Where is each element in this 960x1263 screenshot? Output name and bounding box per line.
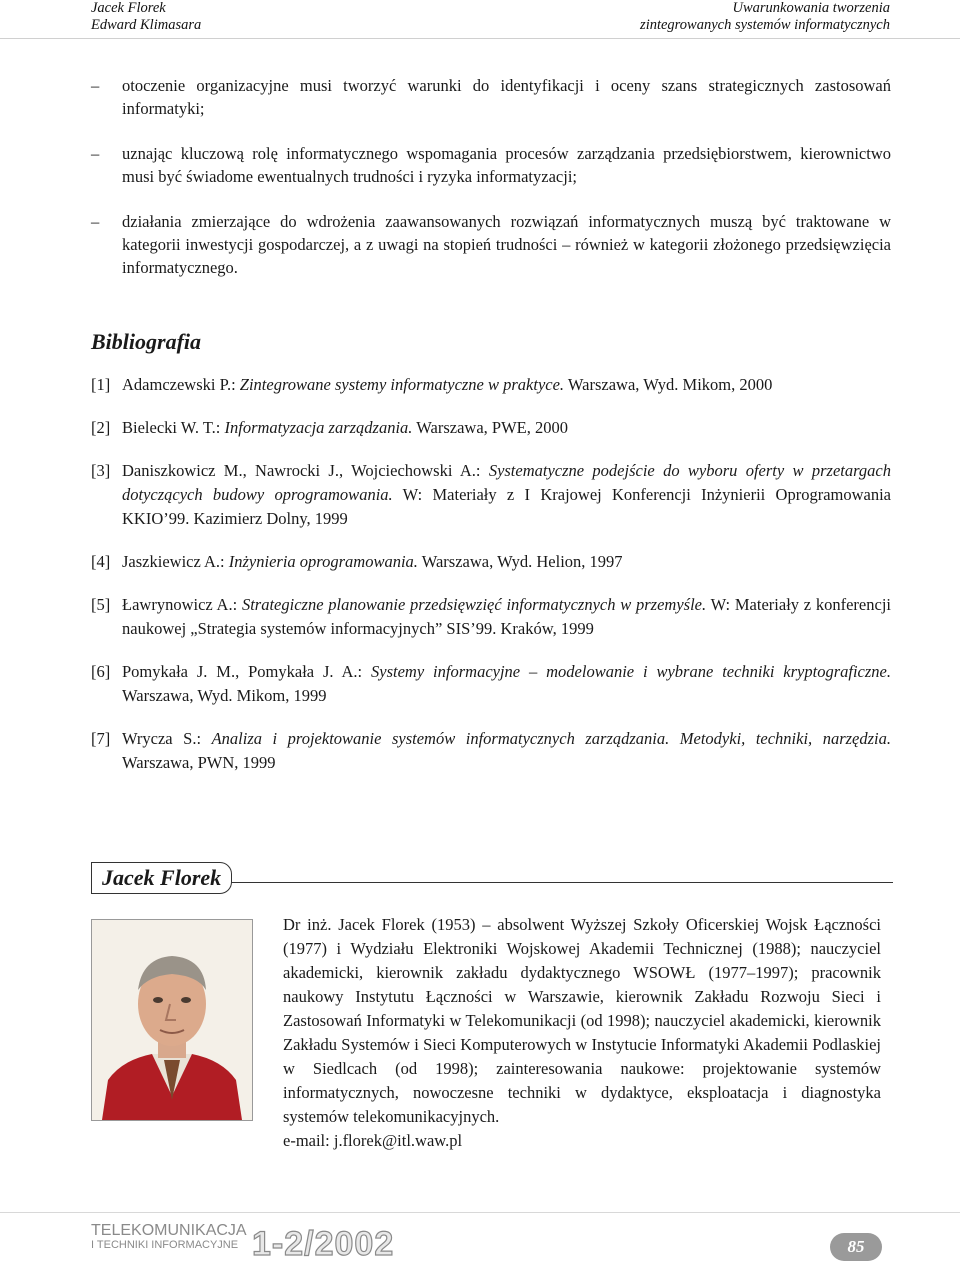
list-item bbox=[91, 142, 891, 188]
entry-publisher: Warszawa, Wyd. Mikom, 2000 bbox=[564, 375, 773, 394]
bibliography-entry bbox=[91, 416, 891, 440]
dash-bullet: – bbox=[91, 76, 100, 95]
entry-number: [5] bbox=[91, 595, 111, 614]
bibliography-entry bbox=[91, 373, 891, 397]
entry-authors: Pomykała J. M., Pomykała J. A.: bbox=[122, 662, 372, 681]
bibliography-entry bbox=[91, 727, 891, 775]
entry-number: [1] bbox=[91, 375, 111, 394]
bibliography-entry bbox=[91, 550, 891, 574]
header-author-2: Edward Klimasara bbox=[91, 17, 202, 33]
entry-publisher: W: Materiały z I Krajowej Konferencji Inżynierii Oprogramowania KKIO’99. Kazimierz Dolny, 1999 bbox=[122, 485, 891, 528]
bibliography-heading: Bibliografia bbox=[91, 329, 202, 354]
dash-list bbox=[91, 74, 891, 301]
entry-number: [6] bbox=[91, 662, 111, 681]
header-author-1: Jacek Florek bbox=[91, 0, 166, 16]
author-section-header bbox=[91, 862, 893, 892]
header-divider bbox=[0, 38, 960, 39]
journal-name-line-1: TELEKOMUNIKACJA bbox=[91, 1222, 247, 1239]
list-item bbox=[91, 210, 891, 279]
bibliography-entry bbox=[91, 660, 891, 708]
running-header-title bbox=[640, 0, 890, 34]
journal-name-line-2: I TECHNIKI INFORMACYJNE bbox=[91, 1239, 239, 1251]
journal-name bbox=[91, 1222, 247, 1252]
entry-title: Analiza i projektowanie systemów informatycznych zarządzania. Metodyki, techniki, narzędzia. bbox=[211, 729, 892, 748]
dash-bullet: – bbox=[91, 144, 100, 163]
entry-title: Systemy informacyjne – modelowanie i wybrane techniki kryptograficzne. bbox=[371, 662, 891, 681]
entry-publisher: W: Materiały z konferencji naukowej „Strategia systemów informacyjnych” SIS’99. Kraków, 1999 bbox=[122, 595, 891, 638]
entry-publisher: Warszawa, PWE, 2000 bbox=[412, 418, 568, 437]
entry-title: Systematyczne podejście do wyboru oferty w przetargach dotyczących budowy oprogramowania. bbox=[122, 461, 892, 504]
page-number: 85 bbox=[830, 1233, 882, 1261]
list-item-text: uznając kluczową rolę informatycznego wspomagania procesów zarządzania przedsiębiorstwem, kierownictwo musi być świadome ewentualnych trudności i ryzyka informatyzacji; bbox=[122, 144, 891, 186]
author-photo bbox=[91, 919, 253, 1121]
entry-publisher: Warszawa, PWN, 1999 bbox=[122, 753, 276, 772]
entry-publisher: Warszawa, Wyd. Helion, 1997 bbox=[417, 552, 623, 571]
entry-number: [2] bbox=[91, 418, 111, 437]
header-title-line-1: Uwarunkowania tworzenia bbox=[732, 0, 890, 16]
entry-title: Inżynieria oprogramowania. bbox=[228, 552, 418, 571]
entry-authors: Daniszkowicz M., Nawrocki J., Wojciechowski A.: bbox=[122, 461, 489, 480]
author-name: Jacek Florek bbox=[91, 862, 232, 894]
entry-authors: Bielecki W. T.: bbox=[122, 418, 225, 437]
author-bio-text: Dr inż. Jacek Florek (1953) – absolwent Wyższej Szkoły Oficerskiej Wojsk Łączności (1977) i Wydziału Elektroniki Wojskowej Akademii Technicznej (1988); nauczyciel akademicki, kierownik zakładu dydaktycznego WSOWŁ (1977–1997); pracownik naukowy Instytutu Łączności w Warszawie, kierownik Zakładu Rozwoju Sieci i Zastosowań Informatyki w Telekomunikacji (od 1998); nauczyciel akademicki, kierownik Zakładu Systemów i Sieci Komputerowych w Instytucie Informatyki Akademii Podlaskiej w Siedlcach (od 1998); zainteresowania naukowe: projektowanie systemów informatycznych, nowoczesne techniki w dydaktyce, eksploatacja i diagnostyka systemów telekomunikacyjnych. bbox=[283, 915, 881, 1126]
bibliography-entry bbox=[91, 593, 891, 641]
header-title-line-2: zintegrowanych systemów informatycznych bbox=[640, 17, 890, 33]
running-header-authors bbox=[91, 0, 201, 34]
portrait-image bbox=[92, 920, 252, 1120]
dash-bullet: – bbox=[91, 212, 100, 231]
author-bio bbox=[283, 913, 881, 1153]
entry-authors: Jaszkiewicz A.: bbox=[122, 552, 229, 571]
entry-number: [7] bbox=[91, 729, 111, 748]
entry-number: [3] bbox=[91, 461, 111, 480]
entry-title: Strategiczne planowanie przedsięwzięć informatycznych w przemyśle. bbox=[241, 595, 707, 614]
list-item bbox=[91, 74, 891, 120]
bibliography-entry bbox=[91, 459, 891, 531]
entry-title: Zintegrowane systemy informatyczne w praktyce. bbox=[239, 375, 565, 394]
entry-number: [4] bbox=[91, 552, 111, 571]
entry-publisher: Warszawa, Wyd. Mikom, 1999 bbox=[122, 686, 327, 705]
list-item-text: działania zmierzające do wdrożenia zaawansowanych rozwiązań informatycznych muszą być traktowane w kategorii inwestycji gospodarczej, a z uwagi na stopień trudności – również w kategorii złożonego przedsięwzięcia informatycznego. bbox=[122, 212, 891, 277]
author-email: e-mail: j.florek@itl.waw.pl bbox=[283, 1131, 463, 1150]
entry-title: Informatyzacja zarządzania. bbox=[224, 418, 413, 437]
entry-authors: Wrycza S.: bbox=[122, 729, 212, 748]
entry-authors: Ławrynowicz A.: bbox=[122, 595, 242, 614]
footer-divider bbox=[0, 1212, 960, 1213]
list-item-text: otoczenie organizacyjne musi tworzyć warunki do identyfikacji i oceny szans strategicznych zastosowań informatyki; bbox=[122, 76, 891, 118]
bibliography-list bbox=[91, 373, 891, 794]
issue-number: 1-2/2002 bbox=[252, 1225, 395, 1263]
entry-authors: Adamczewski P.: bbox=[122, 375, 240, 394]
